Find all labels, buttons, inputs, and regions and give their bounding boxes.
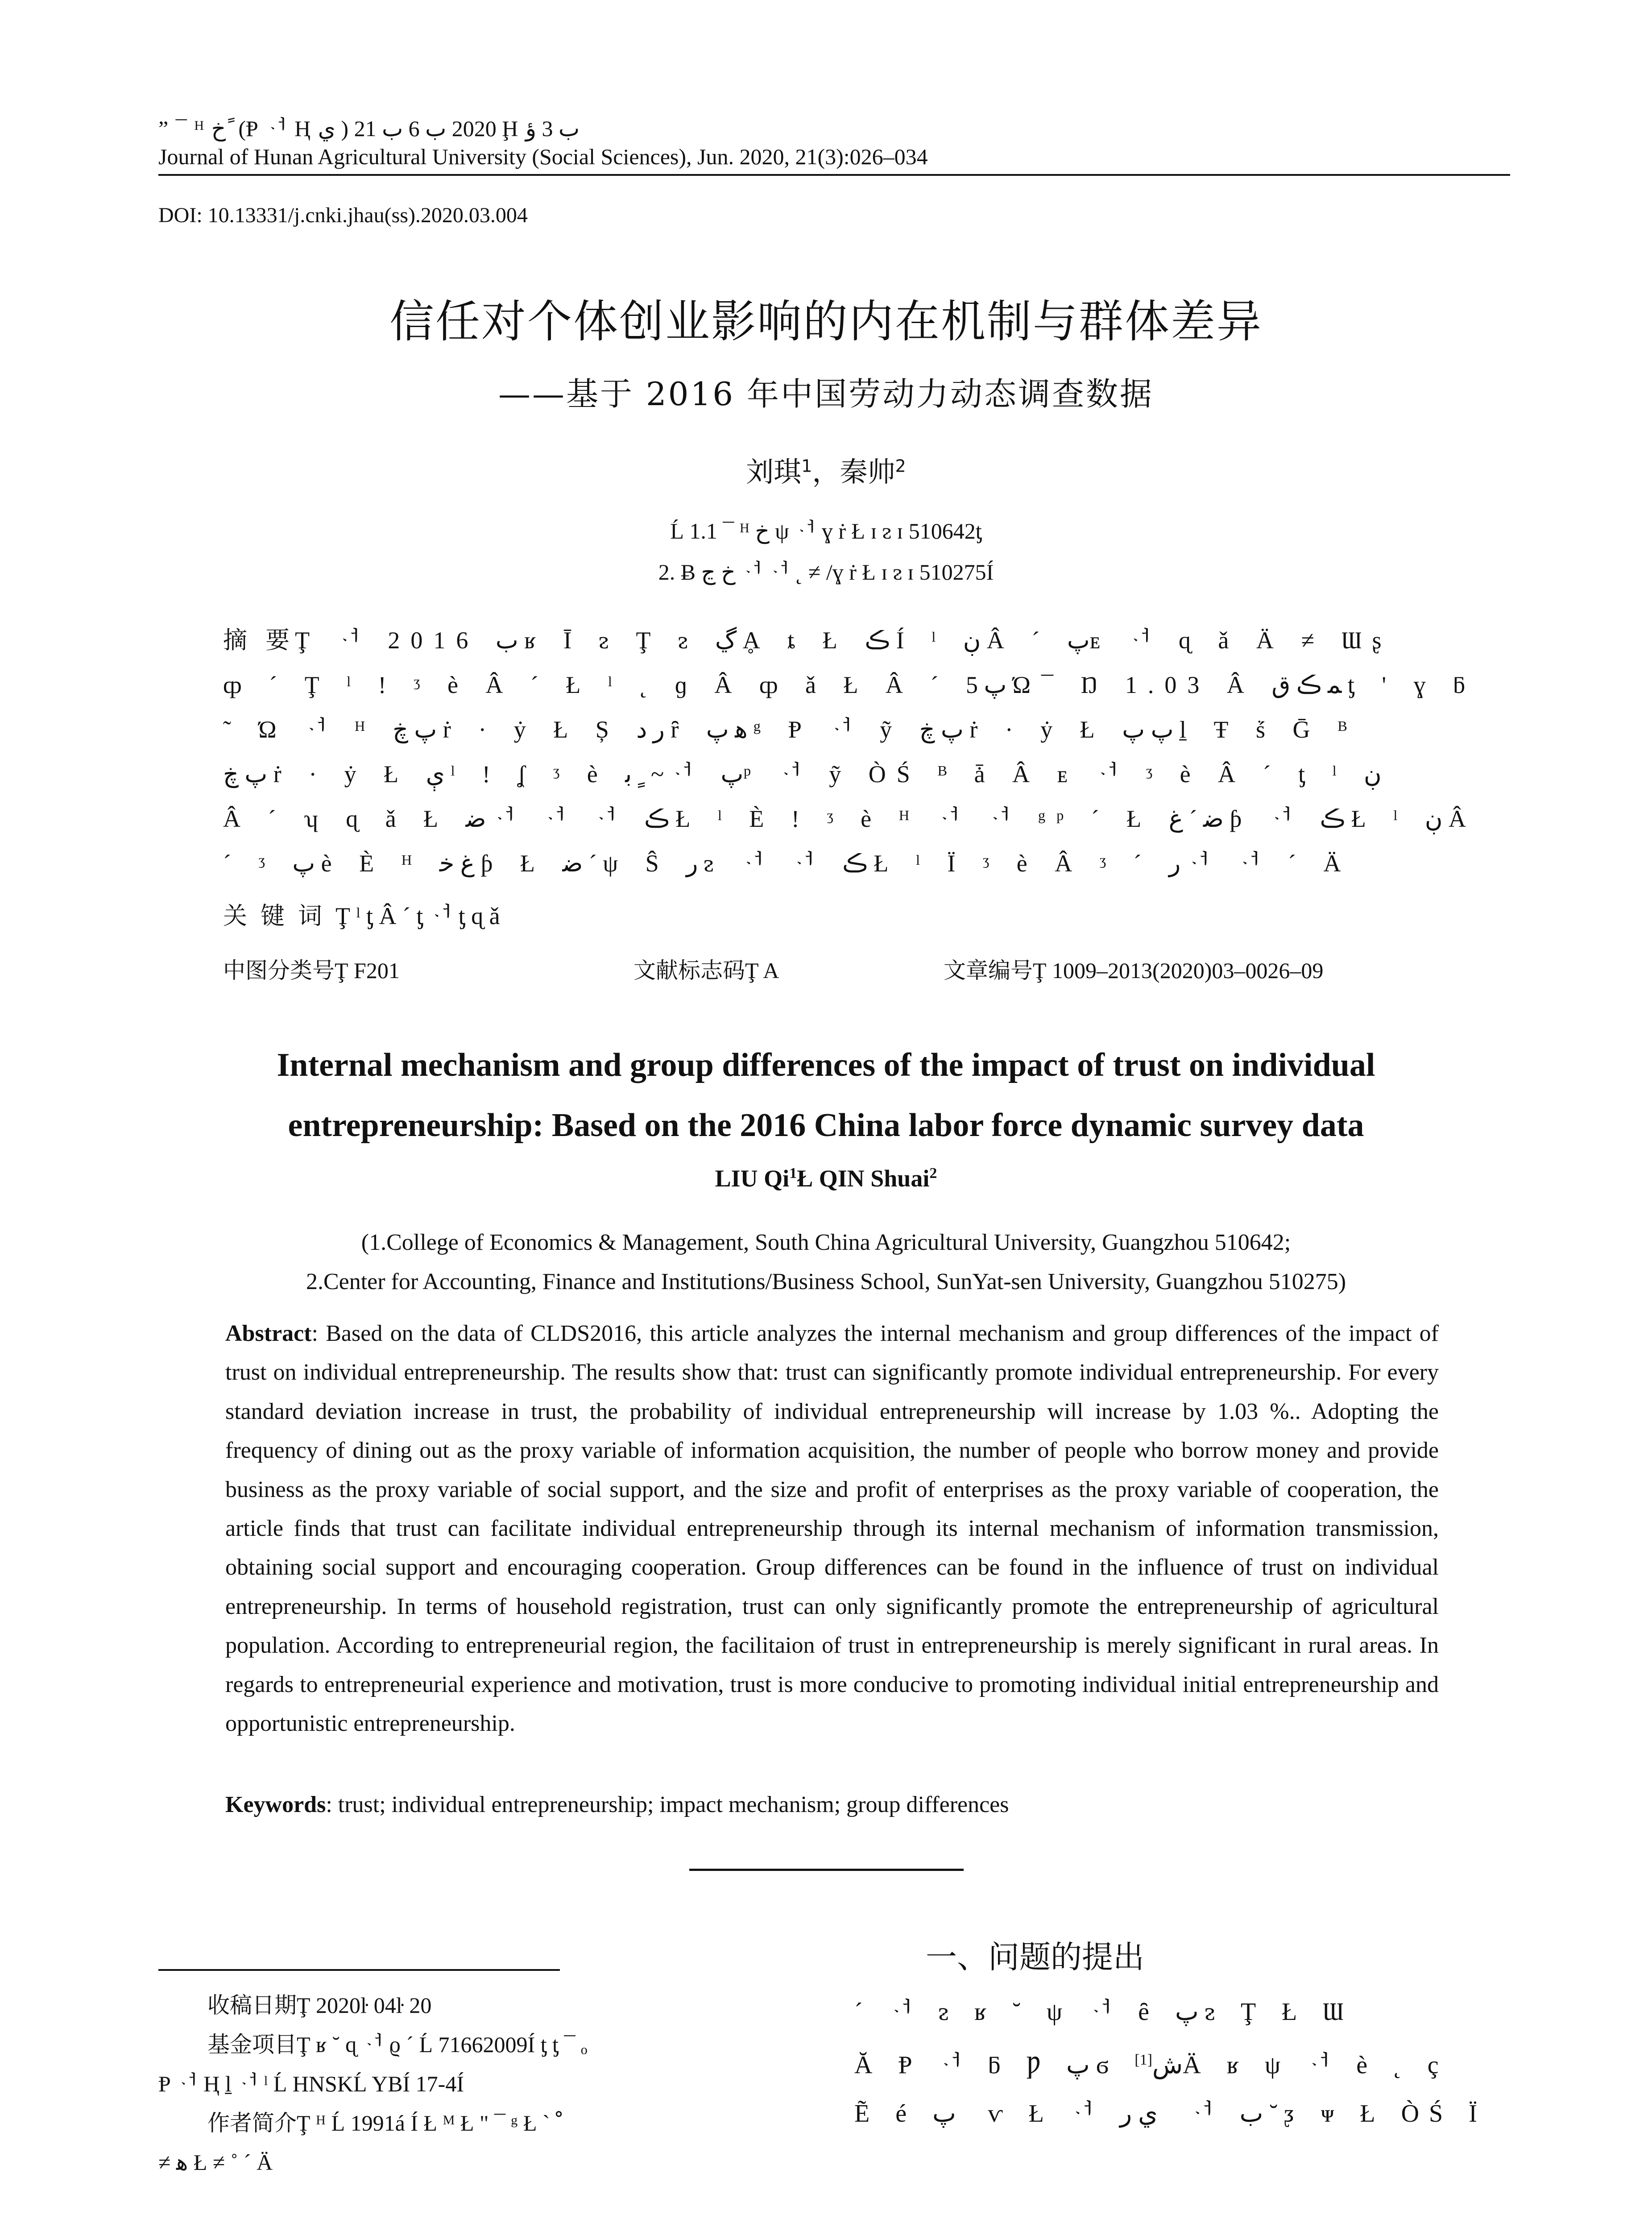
document-code-value: Ţ A <box>745 958 779 983</box>
author-bio-value: Ţ ᴴ Ĺ 1991á Í Ł ᴹ Ł " ¯ ᵍ Ł ˋ ﹾ <box>297 2111 562 2136</box>
received-date <box>158 1986 783 2025</box>
affiliation-cn: Ĺ 1.1 ¯ ᴴ خ ψ ᆟ ɣ ṙ Ł ɪ ᴤ ɪ 510642ƫ <box>670 518 982 543</box>
fund-value: Ţ ʁ ˘ ɋ ᆟ ϱ ˊ Ĺ 71662009Í ƫ ƫ ¯ ₒ <box>297 2032 588 2057</box>
received-value: Ţ 2020ŀ 04ŀ 20 <box>297 1993 432 2018</box>
authors-cn <box>0 450 1652 489</box>
authors-en <box>0 1165 1652 1192</box>
body-text: Ă Ᵽ ᆟ ƃ Ƿ پ ϭ ﺵ <box>854 2051 1183 2079</box>
keywords-en-text: : trust; individual entrepreneurship; impact mechanism; group differences <box>326 1792 1009 1817</box>
section-body <box>854 1988 1501 2138</box>
header-divider <box>158 174 1510 176</box>
abstract-cn-label: 摘 要 <box>223 626 295 654</box>
received-label: 收稿日期 <box>207 1993 297 2018</box>
author-affil-mark: 1 <box>789 1165 797 1182</box>
abstract-cn-line: ˜ Ώ ᆟ ᴴ پ ڿ ṙ · ẏ Ł Ș ر ﺩ ȓ ﻫ پ ᵍ Ᵽ ᆟ ỹ پ ڿ ṙ · ẏ Ł پ پ ḻ Ŧ ṥ Ḡ ᴮ <box>223 716 1358 743</box>
article-number-label: 文章编号 <box>944 958 1033 983</box>
abstract-cn-line: پ ڿ ṙ · ẏ Ł ې ˡ ! ʆ ᶾ è ﹴ ﺑ ~ ᆟ پᵖ ᆟ ỹ ÒŚ ᴮ ǡ Â ᴇ ᆟ ᶾ è Â ˊ ƫ ˡ ڹ <box>223 761 1382 788</box>
article-number <box>944 953 1323 985</box>
keywords-cn-value: Ţ ˡ ƫ Â ˊ ƫ ᆟ ƫ ɋ ǎ <box>335 903 500 929</box>
keywords-en <box>225 1791 1009 1818</box>
keywords-cn <box>223 897 500 931</box>
affiliation-en: (1.College of Economics & Management, South China Agricultural University, Guangzhou 510642; <box>361 1230 1291 1255</box>
abstract-cn-line: ˊ ᶾ پ è È ᴴ ﻍ ﺧ ƥ Ł ﺿ ˊ ψ Ŝ ﺭ ᴤ ᆟ ᆟ ڪ Ł ˡ Ï ᶾ è Â ᶾ ˊ ﺭ ᆟ ᆟ ˊ Ä <box>223 850 1352 877</box>
section-divider <box>689 1869 964 1871</box>
author-separator: ， <box>812 456 840 488</box>
clc-number <box>223 953 400 985</box>
article-title-en: Internal mechanism and group differences of the impact of trust on individual <box>277 1047 1375 1083</box>
body-line: Ẽ é پ ⃞ ⱱ Ł ᆟ ﻱ ﺭ ⃞ ᆟ ﺏ ˘ ᶚ ᴪ Ł ÒŚ Ï <box>854 2099 1487 2127</box>
journal-header-en: Journal of Hunan Agricultural University (Social Sciences), Jun. 2020, 21(3):026–034 <box>158 144 928 169</box>
clc-label: 中图分类号 <box>223 958 335 983</box>
clc-value: Ţ F201 <box>335 958 400 983</box>
footnote-divider <box>158 1969 560 1971</box>
affiliation-en: 2.Center for Accounting, Finance and Institutions/Business School, SunYat-sen University, Guangzhou 510275) <box>306 1269 1346 1294</box>
fund-project <box>158 2025 783 2064</box>
fund-project-cont: Ᵽ ᆟ Ⱨ ḻ ᆟ ˡ Ĺ HNSKĹ YBÍ 17-4Í <box>158 2071 464 2096</box>
article-title-cn: 信任对个体创业影响的内在机制与群体差异 <box>389 295 1263 348</box>
author-bio <box>158 2103 783 2143</box>
affiliation-cn: 2. Ƀ خ ڃ ᆟ ᆟ ˛ ≠ /ɣ ṙ Ł ɪ ᴤ ɪ 510275Í <box>658 560 994 585</box>
article-number-value: Ţ 1009–2013(2020)03–0026–09 <box>1033 958 1324 983</box>
keywords-cn-label: 关键词 <box>223 902 335 930</box>
author-name-en: LIU Qi <box>715 1165 790 1192</box>
author-affil-mark: 2 <box>929 1165 937 1182</box>
section-heading: 一、问题的提出 <box>926 1939 1144 1975</box>
document-code-label: 文献标志码 <box>633 958 745 983</box>
author-name: 秦帅 <box>840 456 895 488</box>
footnotes <box>158 1986 783 2182</box>
author-separator: Ł <box>797 1165 819 1192</box>
keywords-en-label: Keywords <box>225 1792 326 1817</box>
author-affil-mark: 2 <box>895 456 906 476</box>
journal-header-cn: ” ¯ ᴴ خ ً (Ᵽ ᆟ Ⱨ ي ) 2020 ب 6 ب 21 Ḩ ب 3 ؤ <box>158 116 580 141</box>
abstract-en-label: Abstract <box>225 1321 312 1346</box>
body-line <box>854 2036 1501 2090</box>
body-text: Ä ʁ ψ ᆟ è ˛ ç <box>1183 2051 1449 2079</box>
article-title-en: entrepreneurship: Based on the 2016 China labor force dynamic survey data <box>288 1107 1364 1144</box>
fund-label: 基金项目 <box>207 2032 297 2057</box>
abstract-cn-line: Â ˊ ʮ ɋ ǎ Ł ﺿ ᆟ ᆟ ᆟ ڪ Ł ˡ È ! ᶾ è ᴴ ᆟ ᆟ ᵍᵖ ˊ Ł ﺿ ˊ ﻍ ƥ ᆟ ڪ Ł ˡ ڹ Â <box>223 805 1477 832</box>
author-bio-cont: ≠ ﻫ Ł ≠ ˚ ˊ Ä <box>158 2150 273 2175</box>
doi-link[interactable]: DOI: 10.13331/j.cnki.jhau(ss).2020.03.004 <box>158 203 528 227</box>
author-name-en: QIN Shuai <box>819 1165 930 1192</box>
abstract-en <box>225 1314 1439 1743</box>
author-bio-label: 作者简介 <box>207 2111 297 2136</box>
abstract-cn <box>223 618 1477 886</box>
author-name: 刘琪 <box>746 456 802 488</box>
author-affil-mark: 1 <box>801 456 812 476</box>
body-line: ˊ ᆟ ᴤ ʁ ˘ ψ ᆟ ȇ پ ᴤ Ţ Ł Ɯ <box>854 1998 1354 2026</box>
abstract-en-text: : Based on the data of CLDS2016, this article analyzes the internal mechanism and group differences of the impact of trust on individual entrepreneurship. The results show that: trust can significantly promote individual entrepreneurship. For every standard deviation increase in trust, the probability of individual entrepreneurship will increase by 1.03 %.. Adopting the frequency of dining out as the proxy variable of information acquisition, the number of people who borrow money and provide business as the proxy variable of social support, and the size and profit of enterprises as the proxy variable of cooperation, the article finds that trust can facilitate individual entrepreneurship through its internal mechanism of information transmission, obtaining social support and encouraging cooperation. Group differences can be found in the influence of trust on individual entrepreneurship. In terms of household registration, trust can only significantly promote the entrepreneurship of agricultural population. According to entrepreneurial region, the facilitaion of trust in entrepreneurship is merely significant in rural areas. In regards to entrepreneurial experience and motivation, trust is more conducive to promoting individual initial entrepreneurship and opportunistic entrepreneurship. <box>225 1321 1439 1737</box>
article-subtitle-cn: ——基于 2016 年中国劳动力动态调查数据 <box>498 375 1154 413</box>
abstract-cn-line: ȹ ˊ Ţ ˡ ! ᶾ è Â ˊ Ł ˡ ˛ ɡ Â ȹ ǎ Ł Â ˊ پ 5 Ώ¯ Ŋ 1.03 Â ﻤ ڪ ﻕ ƫ ' ɣ ƃ <box>223 672 1476 698</box>
abstract-cn-line <box>223 618 1454 663</box>
abstract-cn-text: Ţ ᆟ 2016 ب ʁ Ī ᴤ Ţ ᴤ ڲ Ḁ ȶ Ł ڪ Í ˡ ڹ Â ˊ پᴇ ᆟ ɋ ǎ Ä ≠ Ɯʂ <box>295 627 1392 654</box>
citation-link[interactable]: [1] <box>1134 2052 1152 2068</box>
document-code <box>633 953 779 985</box>
